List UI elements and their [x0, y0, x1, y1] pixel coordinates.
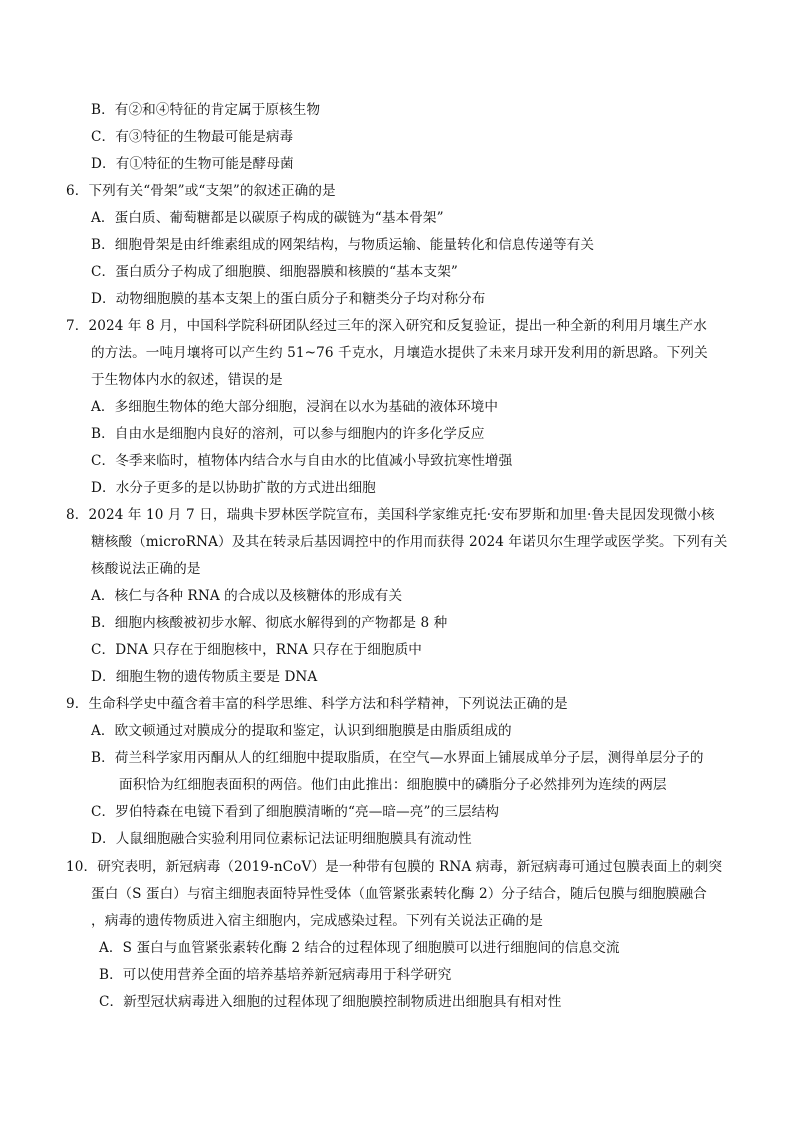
q7-stem-line-2: 的方法。一吨月壤将可以产生约 51~76 千克水，月壤造水提供了未来月球开发利用的新思路。下列关: [91, 345, 708, 361]
q7-stem-line-3: 于生物体内水的叙述，错误的是: [91, 372, 283, 388]
q7-option-d: D．水分子更多的是以协助扩散的方式进出细胞: [91, 480, 376, 496]
q9-option-b-line-2: 面积恰为红细胞表面积的两倍。他们由此推出：细胞膜中的磷脂分子必然排列为连续的两层: [119, 777, 667, 793]
q9-option-d: D．人鼠细胞融合实验利用同位素标记法证明细胞膜具有流动性: [91, 831, 472, 847]
q8-stem-line-3: 核酸说法正确的是: [91, 561, 201, 577]
q6-option-d: D．动物细胞膜的基本支架上的蛋白质分子和糖类分子均对称分布: [91, 291, 486, 307]
q10-option-b: B．可以使用营养全面的培养基培养新冠病毒用于科学研究: [99, 967, 452, 983]
q8-stem-line-1: 8．2024 年 10 月 7 日，瑞典卡罗林医学院宣布，美国科学家维克托·安布罗斯和加里·鲁夫昆因发现微小核: [66, 507, 715, 523]
q9-option-b-line-1: B．荷兰科学家用丙酮从人的红细胞中提取脂质，在空气—水界面上铺展成单分子层，测得单层分子的: [91, 750, 704, 766]
q7-option-c: C．冬季来临时，植物体内结合水与自由水的比值减小导致抗寒性增强: [91, 453, 513, 469]
q6-option-b: B．细胞骨架是由纤维素组成的网架结构，与物质运输、能量转化和信息传递等有关: [91, 237, 595, 253]
q10-stem-line-1: 10．研究表明，新冠病毒（2019-nCoV）是一种带有包膜的 RNA 病毒，新冠病毒可通过包膜表面上的刺突: [66, 859, 723, 875]
q8-stem-line-2: 糖核酸（microRNA）及其在转录后基因调控中的作用而获得 2024 年诺贝尔生理学或医学奖。下列有关: [91, 534, 728, 550]
q8-option-b: B．细胞内核酸被初步水解、彻底水解得到的产物都是 8 种: [91, 615, 448, 631]
q6-option-c: C．蛋白质分子构成了细胞膜、细胞器膜和核膜的“基本支架”: [91, 264, 458, 280]
q9-option-a: A．欧文顿通过对膜成分的提取和鉴定，认识到细胞膜是由脂质组成的: [91, 723, 512, 739]
q8-option-c: C．DNA 只存在于细胞核中，RNA 只存在于细胞质中: [91, 642, 422, 658]
q5-option-d: D．有①特征的生物可能是酵母菌: [91, 156, 294, 172]
q8-option-a: A．核仁与各种 RNA 的合成以及核糖体的形成有关: [91, 588, 403, 604]
q10-stem-line-3: ，病毒的遗传物质进入宿主细胞内，完成感染过程。下列有关说法正确的是: [91, 913, 543, 929]
q8-option-d: D．细胞生物的遗传物质主要是 DNA: [91, 669, 318, 685]
q7-stem-line-1: 7．2024 年 8 月，中国科学院科研团队经过三年的深入研究和反复验证，提出一种全新的利用月壤生产水: [66, 318, 707, 334]
q5-option-b: B．有②和④特征的肯定属于原核生物: [91, 102, 321, 118]
q6-option-a: A．蛋白质、葡萄糖都是以碳原子构成的碳链为“基本骨架”: [91, 210, 444, 226]
q7-option-a: A．多细胞生物体的绝大部分细胞，浸润在以水为基础的液体环境中: [91, 399, 499, 415]
q10-stem-line-2: 蛋白（S 蛋白）与宿主细胞表面特异性受体（血管紧张素转化酶 2）分子结合，随后包膜与细胞膜融合: [91, 886, 707, 902]
q10-option-a: A．S 蛋白与血管紧张素转化酶 2 结合的过程体现了细胞膜可以进行细胞间的信息交流: [99, 940, 620, 956]
q9-option-c: C．罗伯特森在电镜下看到了细胞膜清晰的“亮—暗—亮”的三层结构: [91, 804, 500, 820]
q7-option-b: B．自由水是细胞内良好的溶剂，可以参与细胞内的许多化学反应: [91, 426, 485, 442]
q9-stem: 9．生命科学史中蕴含着丰富的科学思维、科学方法和科学精神，下列说法正确的是: [66, 696, 568, 712]
q6-stem: 6．下列有关“骨架”或“支架”的叙述正确的是: [66, 183, 336, 199]
q5-option-c: C．有③特征的生物最可能是病毒: [91, 129, 294, 145]
q10-option-c: C．新型冠状病毒进入细胞的过程体现了细胞膜控制物质进出细胞具有相对性: [99, 994, 562, 1010]
